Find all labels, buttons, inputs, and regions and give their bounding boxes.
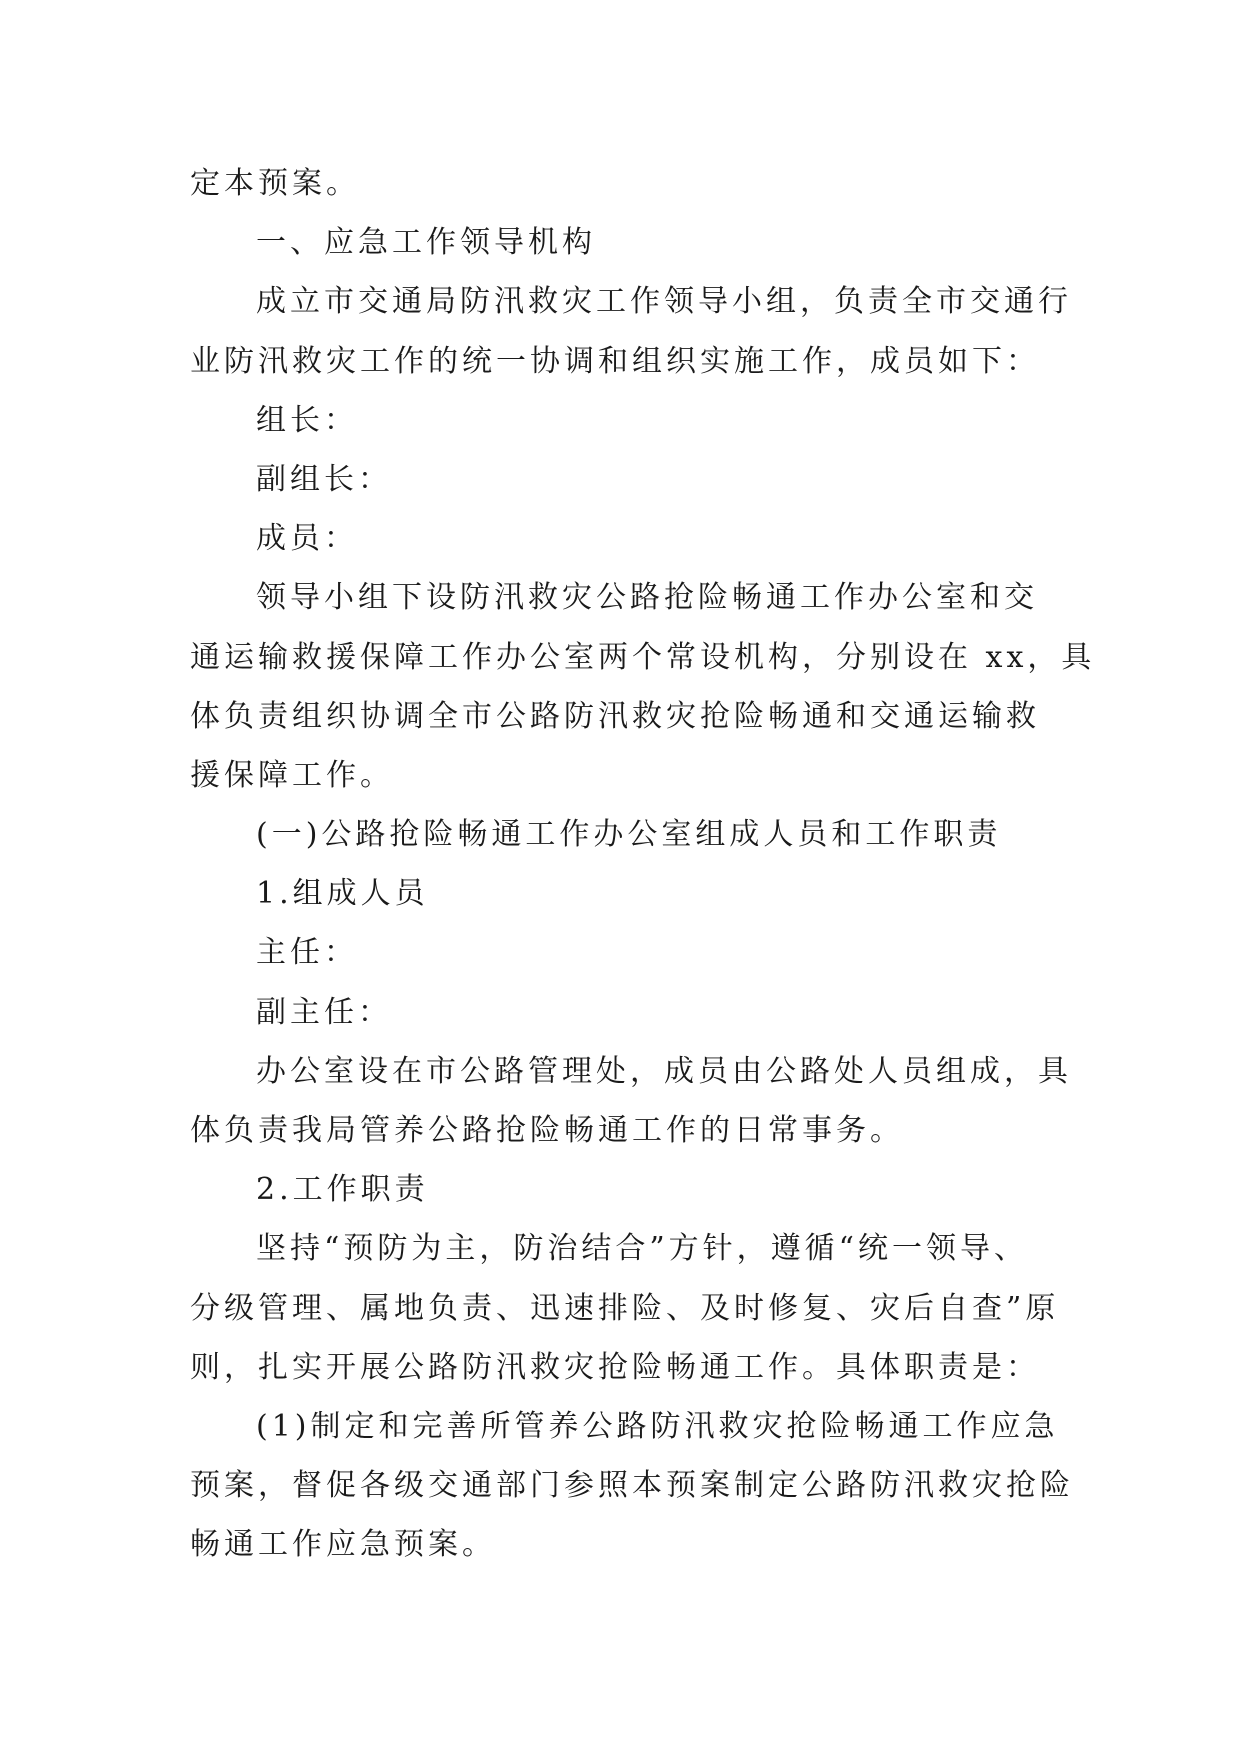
text-line: 援保障工作。 [190,757,394,793]
text-line: 预案，督促各级交通部门参照本预案制定公路防汛救灾抢险 [190,1468,1074,1504]
text-line: (一)公路抢险畅通工作办公室组成人员和工作职责 [256,817,1002,853]
text-line: 一、应急工作领导机构 [256,225,596,261]
text-line: 副主任： [256,994,392,1030]
text-line: 通运输救援保障工作办公室两个常设机构，分别设在 xx，具 [190,639,1096,675]
text-line: 成立市交通局防汛救灾工作领导小组，负责全市交通行 [256,284,1072,320]
text-line: (1)制定和完善所管养公路防汛救灾抢险畅通工作应急 [256,1408,1059,1444]
text-line: 领导小组下设防汛救灾公路抢险畅通工作办公室和交 [256,580,1038,616]
text-line: 则，扎实开展公路防汛救灾抢险畅通工作。具体职责是： [190,1349,1040,1385]
text-line: 组长： [256,402,358,438]
text-line: 定本预案。 [190,166,360,201]
text-line: 业防汛救灾工作的统一协调和组织实施工作，成员如下： [190,343,1040,379]
text-line: 体负责组织协调全市公路防汛救灾抢险畅通和交通运输救 [190,698,1040,734]
document-body [190,154,1096,1575]
text-line: 成员： [256,521,358,557]
text-line: 1.组成人员 [256,876,429,912]
text-line: 坚持“预防为主，防治结合”方针，遵循“统一领导、 [256,1231,1029,1267]
text-line: 体负责我局管养公路抢险畅通工作的日常事务。 [190,1113,904,1148]
text-line: 副组长： [256,461,392,497]
text-line: 分级管理、属地负责、迅速排险、及时修复、灾后自查”原 [190,1290,1060,1326]
text-line: 2.工作职责 [256,1172,429,1208]
text-line: 主任： [256,935,358,971]
text-line: 办公室设在市公路管理处，成员由公路处人员组成，具 [256,1053,1072,1089]
text-line: 畅通工作应急预案。 [190,1527,496,1563]
